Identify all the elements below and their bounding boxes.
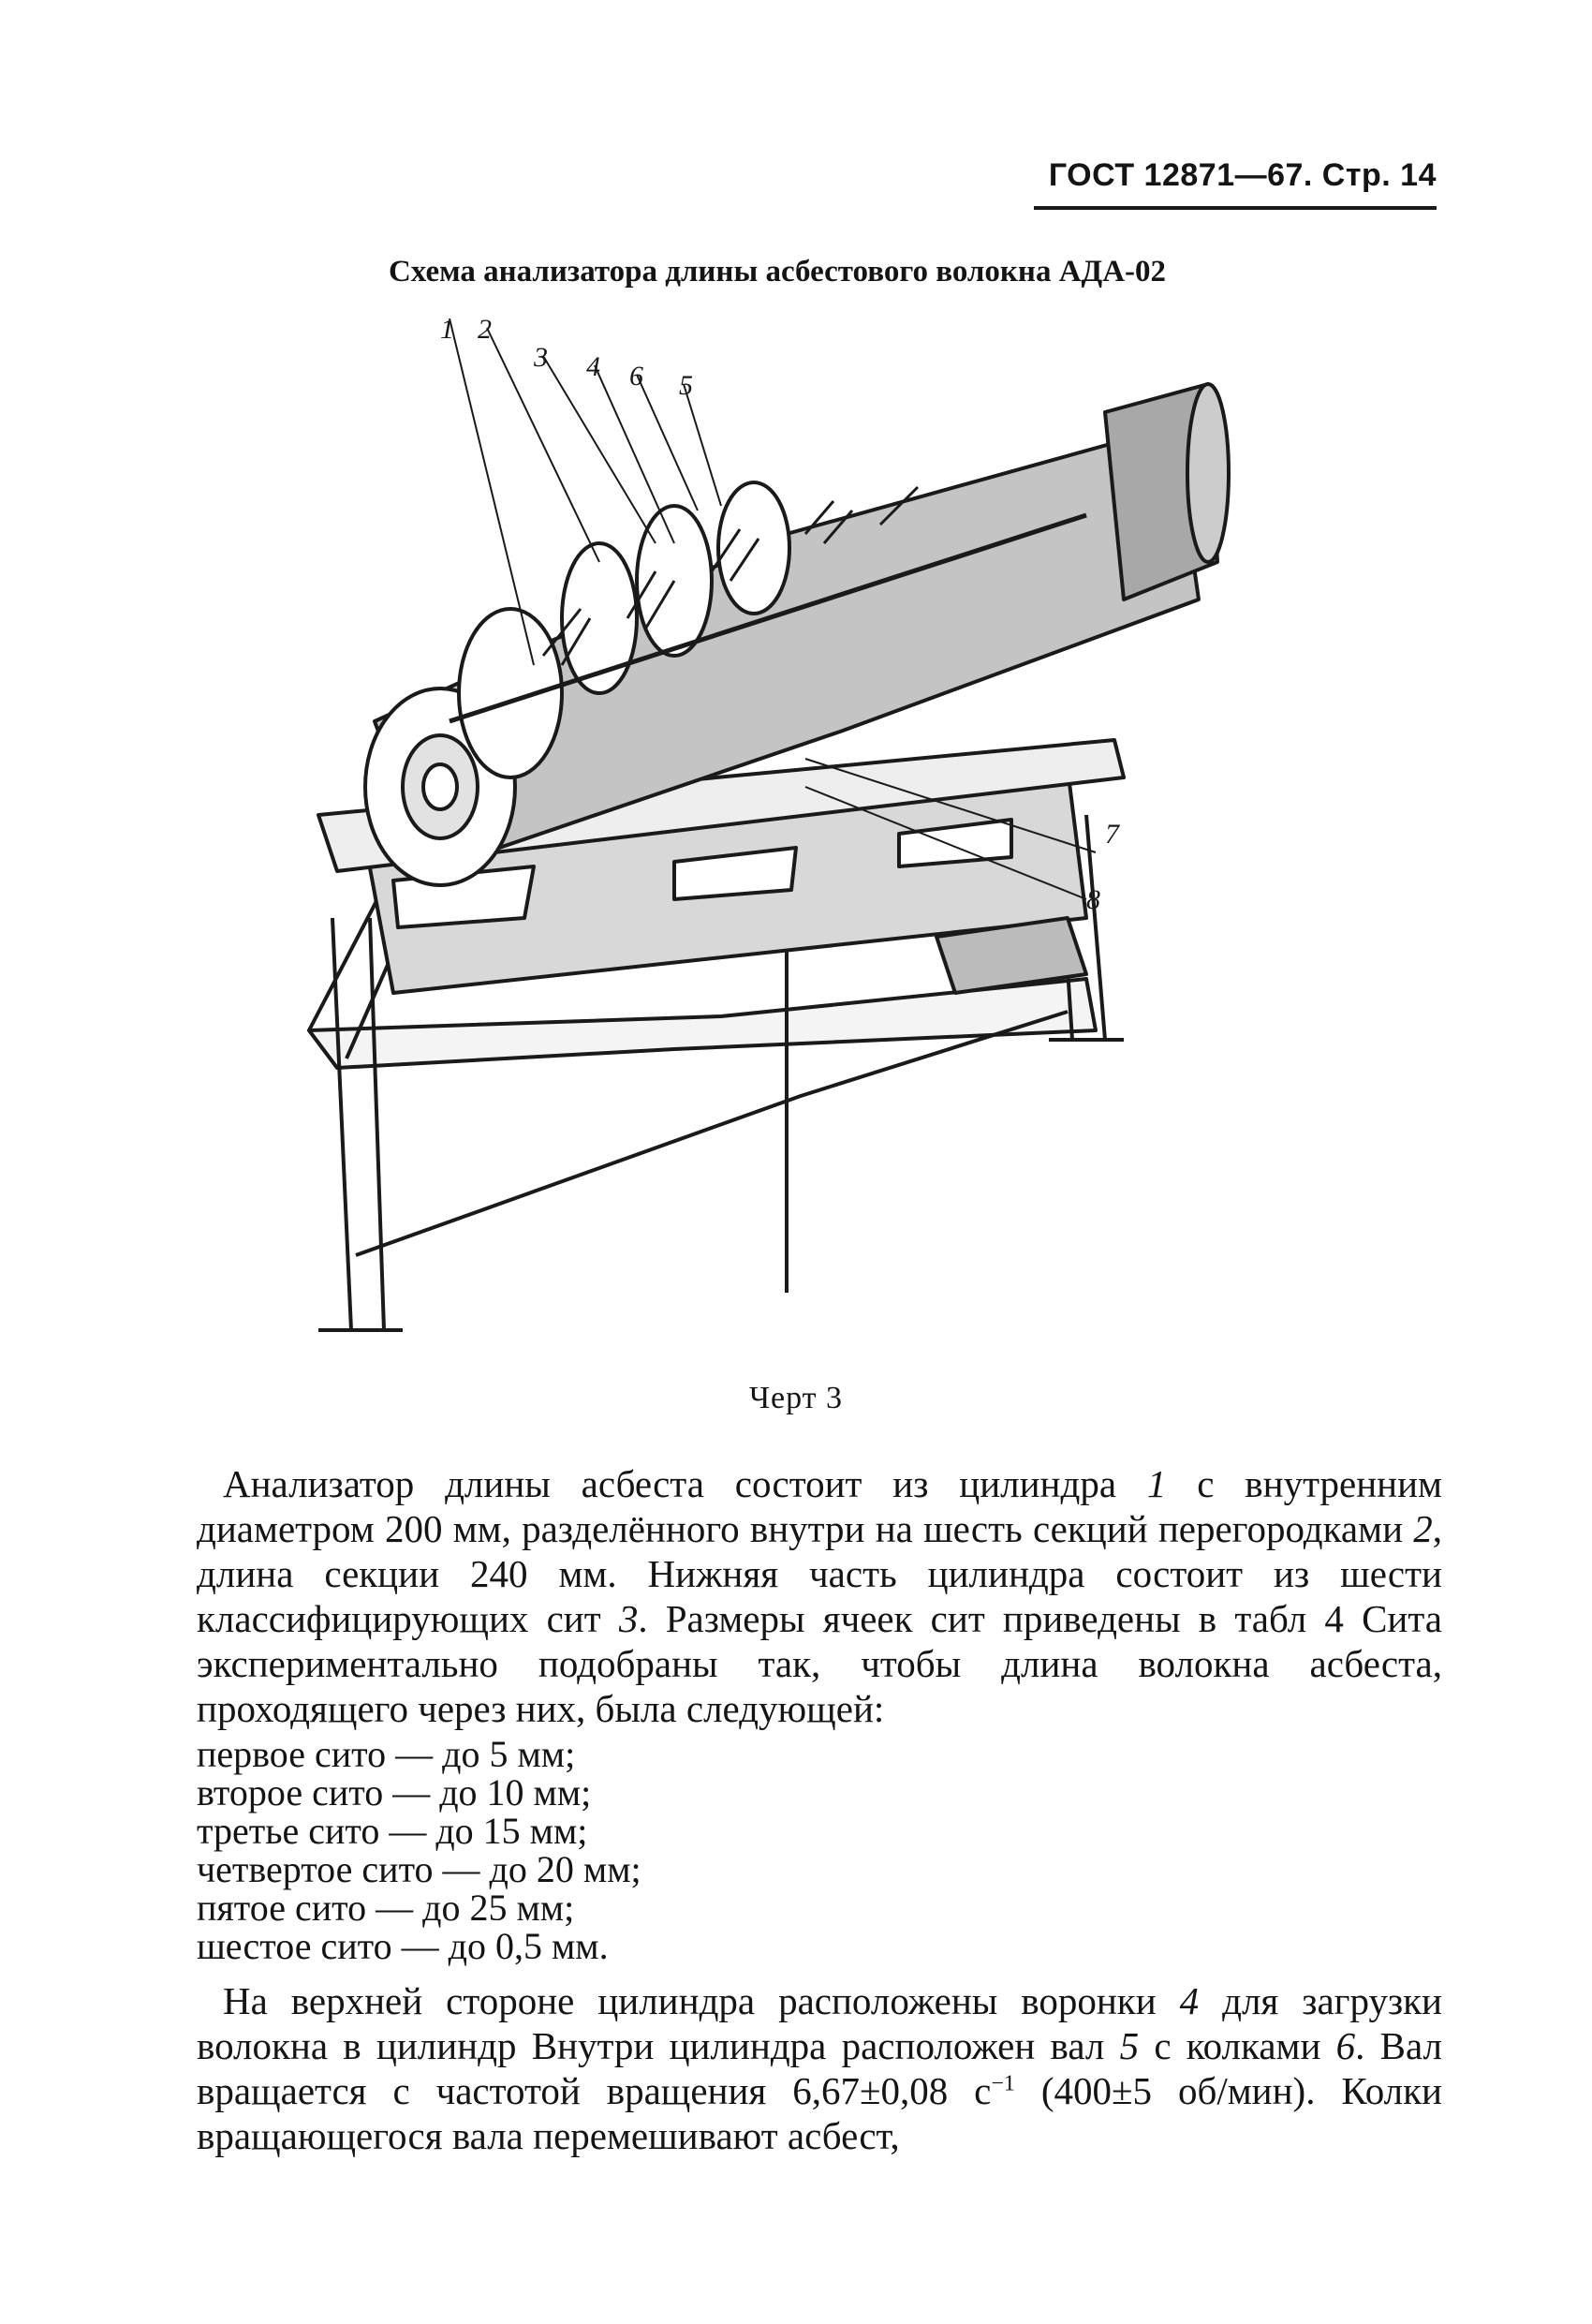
list-item: третье сито — до 15 мм;	[197, 1810, 588, 1852]
list-item: шестое сито — до 0,5 мм.	[197, 1925, 609, 1967]
callout-8: 8	[1086, 884, 1100, 915]
callout-7: 7	[1105, 819, 1119, 850]
analyzer-drawing	[281, 318, 1358, 1340]
list-item: второе сито — до 10 мм;	[197, 1771, 592, 1813]
callout-1: 1	[440, 318, 454, 345]
paragraph-1: Анализатор длины асбеста состоит из цилиндра 1 с внутренним диаметром 200 мм, разделённого внутри на шесть секций перегородками 2, длина секции 240 мм. Нижняя часть цилиндра состоит из шести классифицирующих сит 3. Размеры ячеек сит приведены в табл 4 Сита экспериментально подобраны так, чтобы длина волокна асбеста, проходящего через них, была следующей:	[197, 1462, 1442, 1730]
partition-disk-1	[459, 609, 562, 777]
base-frame	[309, 979, 1096, 1068]
callout-3: 3	[534, 341, 548, 373]
list-item: четвертое сито — до 20 мм;	[197, 1848, 641, 1890]
figure-title: Схема анализатора длины асбестового волокна АДА-02	[388, 255, 1167, 289]
sieve-list	[197, 1735, 1442, 1965]
list-item: первое сито — до 5 мм;	[197, 1733, 576, 1775]
body-text	[197, 1461, 1442, 2158]
page-header: ГОСТ 12871—67. Стр. 14	[1048, 157, 1437, 193]
front-left-leg	[332, 918, 384, 1330]
callout-2: 2	[478, 318, 492, 345]
drawing-number: Черт 3	[748, 1381, 844, 1415]
header-rule	[1034, 206, 1437, 210]
callout-5: 5	[679, 369, 693, 401]
paragraph-2: На верхней стороне цилиндра расположены воронки 4 для загрузки волокна в цилиндр Внутри цилиндра расположен вал 5 с колками 6. Вал вращается с частотой вращения 6,67±0,08 $с^{-1}$ (400±5 об/мин). Колки вращающегося вала перемешивают асбест,	[197, 1979, 1442, 2157]
list-item: пятое сито — до 25 мм;	[197, 1887, 575, 1929]
callout-4: 4	[586, 350, 600, 382]
callout-6: 6	[629, 360, 643, 392]
